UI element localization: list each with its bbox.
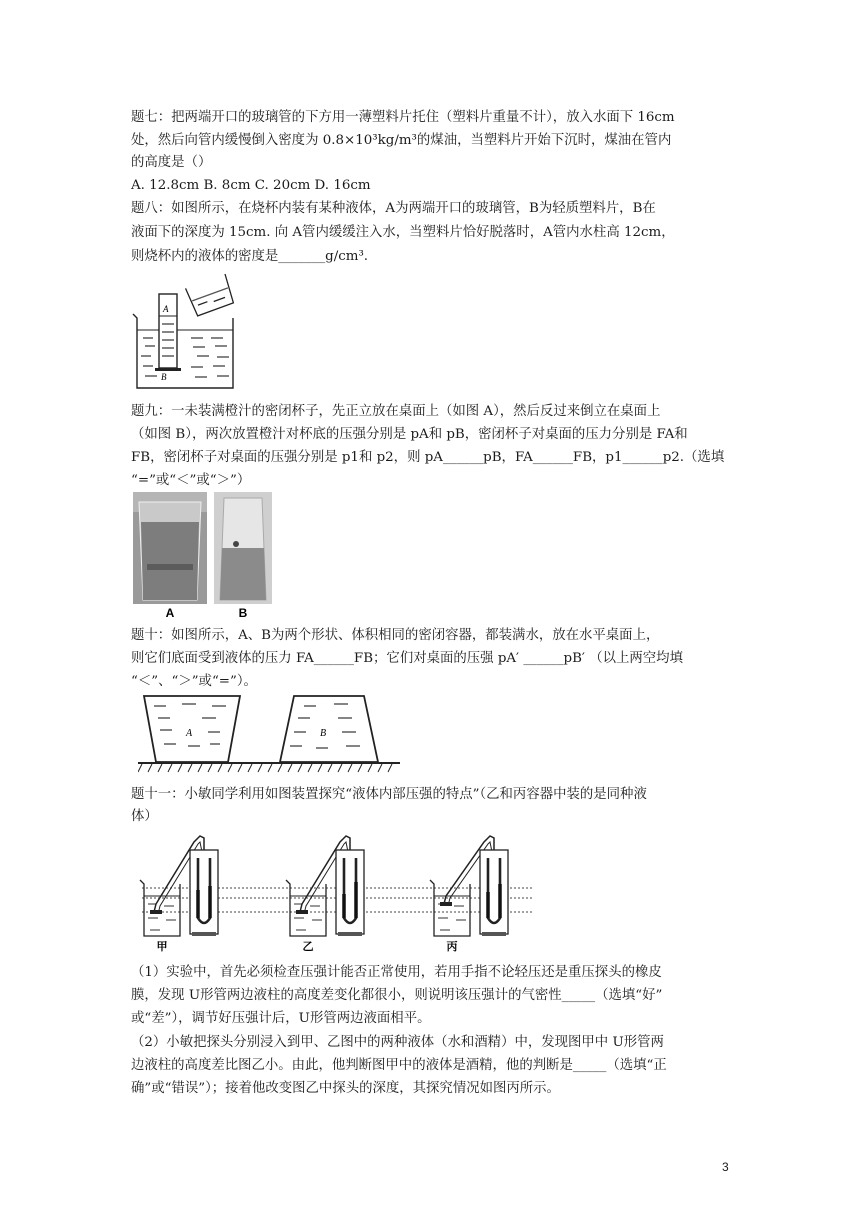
tube-label-a: A	[163, 304, 169, 314]
photo-label-b: B	[238, 606, 248, 620]
q11-line2: 体）	[131, 809, 158, 824]
q9-line2: （如图 B），两次放置橙汁对杯底的压强分别是 pA和 pB，密闭杯子对桌面的压力分别是 FA和	[131, 427, 688, 442]
q8-line1: 题八：如图所示，在烧杯内装有某种液体，A为两端开口的玻璃管，B为轻质塑料片，B在	[131, 201, 656, 216]
container-label-b: B	[320, 728, 327, 739]
q9-line3: FB，密闭杯子对桌面的压强分别是 p1和 p2，则 pA______pB，FA______FB，p1______p2.（选填	[131, 450, 725, 465]
q11-s2-line2: 边液柱的高度差比图乙小。由此，他判断图甲中的液体是酒精，他的判断是_____（选填“正	[131, 1058, 667, 1073]
apparatus-yi	[286, 836, 364, 953]
q11-s1-line2: 膜，发现 U形管两边液柱的高度差变化都很小，则说明该压强计的气密性_____（选填“好”	[131, 988, 663, 1003]
two-containers-figure	[138, 692, 400, 774]
q11-s2-line3: 确”或“错误”）；接着他改变图乙中探头的深度，其探究情况如图丙所示。	[131, 1081, 560, 1096]
photo-label-a: A	[165, 606, 175, 620]
q7-line1: 题七：把两端开口的玻璃管的下方用一薄塑料片托住（塑料片重量不计），放入水面下 16cm	[131, 110, 675, 125]
q10-line3: “＜”、“＞”或“=”）。	[131, 674, 257, 689]
q9-line1: 题九：一未装满橙汁的密闭杯子，先正立放在桌面上（如图 A），然后反过来倒立在桌面上	[131, 404, 661, 419]
apparatus-bing	[430, 836, 508, 953]
label-bing: 丙	[446, 941, 458, 953]
q10-line2: 则它们底面受到液体的压力 FA______FB；它们对桌面的压强 pA′ ______pB′ （以上两空均填	[131, 651, 683, 666]
page-number: 3	[722, 1160, 729, 1174]
q11-s2-line1: （2）小敏把探头分别浸入到甲、乙图中的两种液体（水和酒精）中，发现图甲中 U形管两	[131, 1035, 664, 1050]
q10-line1: 题十：如图所示，A、B为两个形状、体积相同的密闭容器，都装满水，放在水平桌面上，	[131, 628, 660, 643]
pressure-gauge-figure	[134, 832, 534, 954]
container-label-a: A	[186, 728, 193, 739]
q8-line2: 液面下的深度为 15cm. 向 A管内缓缓注入水，当塑料片恰好脱落时，A管内水柱高 12cm，	[131, 225, 675, 240]
q7-options: A. 12.8cm B. 8cm C. 20cm D. 16cm	[131, 178, 371, 193]
q11-s1-line3: 或“差”），调节好压强计后，U形管两边液面相平。	[131, 1011, 431, 1026]
q11-line1: 题十一：小敏同学利用如图装置探究“液体内部压强的特点”（乙和丙容器中装的是同种液	[131, 787, 647, 802]
q9-line4: “=”或“＜”或“＞”）	[131, 473, 251, 488]
sheet-label-b: B	[161, 372, 167, 382]
beaker-tube-figure	[131, 272, 241, 394]
photo-cup-upright	[133, 492, 207, 622]
photo-cup-inverted	[214, 492, 272, 622]
label-yi: 乙	[302, 941, 314, 953]
q7-line2: 处，然后向管内缓慢倒入密度为 0.8×10³kg/m³的煤油，当塑料片开始下沉时，煤油在管内	[131, 133, 672, 148]
q11-s1-line1: （1）实验中，首先必须检查压强计能否正常使用，若用手指不论轻压还是重压探头的橡皮	[131, 965, 662, 980]
q8-line3: 则烧杯内的液体的密度是_______g/cm³.	[131, 249, 369, 264]
q7-line3: 的高度是（）	[131, 155, 212, 170]
label-jia: 甲	[156, 941, 168, 953]
apparatus-jia	[140, 836, 218, 953]
